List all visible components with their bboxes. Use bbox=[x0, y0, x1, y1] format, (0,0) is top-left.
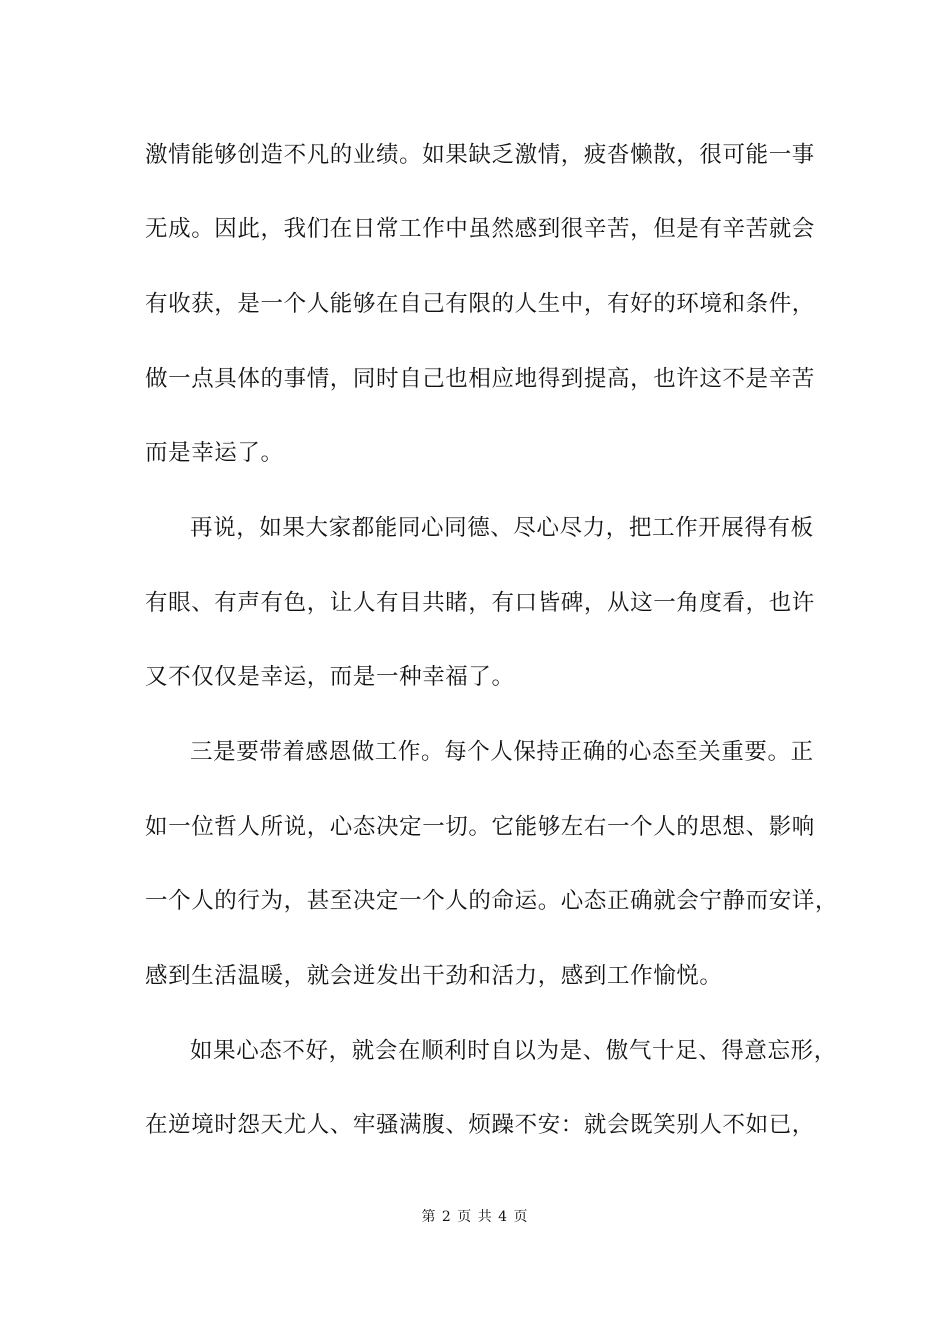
page-number-footer: 第 2 页 共 4 页 bbox=[421, 1209, 529, 1225]
text-line: 有眼、有声有色，让人有目共睹，有口皆碑，从这一角度看，也许 bbox=[145, 590, 815, 616]
text-line: 激情能够创造不凡的业绩。如果缺乏激情，疲沓懒散，很可能一事 bbox=[145, 142, 815, 168]
paragraph-first-line: 再说，如果大家都能同心同德、尽心尽力，把工作开展得有板 bbox=[190, 515, 814, 541]
text-line: 无成。因此，我们在日常工作中虽然感到很辛苦，但是有辛苦就会 bbox=[145, 216, 815, 242]
text-line: 在逆境时怨天尤人、牢骚满腹、烦躁不安：就会既笑别人不如已， bbox=[145, 1112, 815, 1138]
text-line: 做一点具体的事情，同时自己也相应地得到提高，也许这不是辛苦 bbox=[145, 366, 815, 392]
text-line: 有收获，是一个人能够在自己有限的人生中，有好的环境和条件， bbox=[145, 291, 815, 317]
text-line: 又不仅仅是幸运，而是一种幸福了。 bbox=[145, 664, 515, 690]
paragraph-first-line: 三是要带着感恩做工作。每个人保持正确的心态至关重要。正 bbox=[190, 739, 814, 765]
paragraph-first-line: 如果心态不好，就会在顺利时自以为是、傲气十足、得意忘形， bbox=[190, 1038, 837, 1064]
text-line: 如一位哲人所说，心态决定一切。它能够左右一个人的思想、影响 bbox=[145, 814, 815, 840]
text-line: 一个人的行为，甚至决定一个人的命运。心态正确就会宁静而安详， bbox=[145, 888, 839, 914]
text-line: 而是幸运了。 bbox=[145, 440, 284, 466]
text-line: 感到生活温暖，就会迸发出干劲和活力，感到工作愉悦。 bbox=[145, 963, 723, 989]
